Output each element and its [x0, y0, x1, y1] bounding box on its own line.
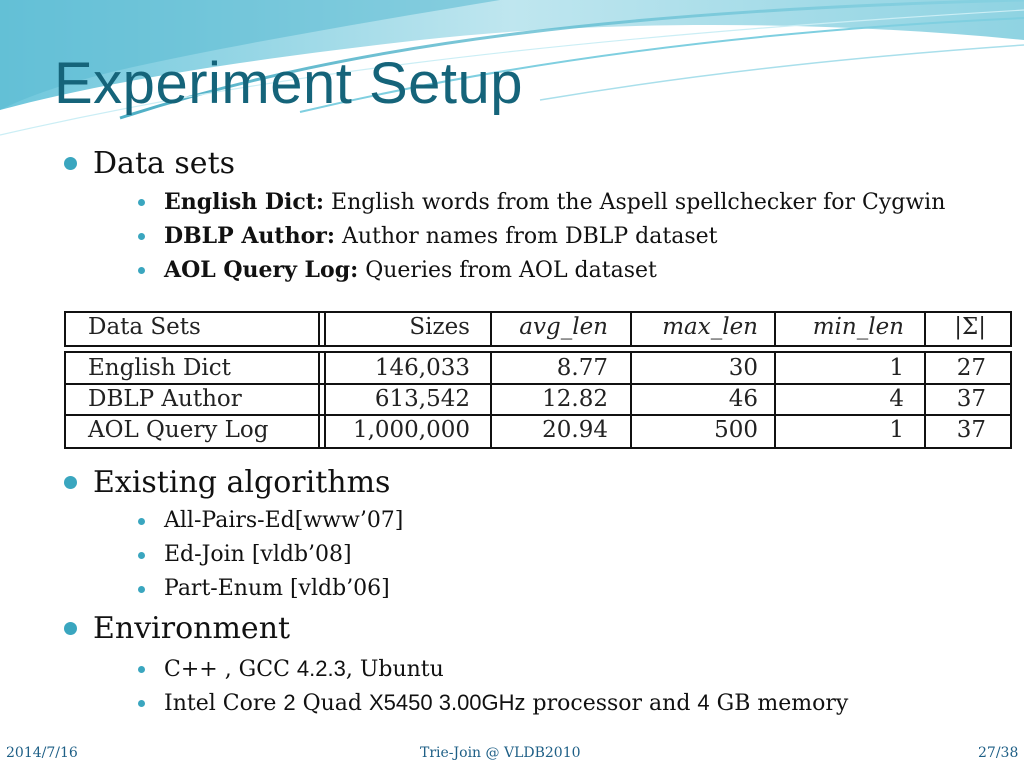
env-text: Quad — [295, 691, 369, 716]
cell-max-len: 46 — [728, 386, 758, 412]
bullet-dot-icon — [138, 199, 145, 206]
bullet-dot-icon — [138, 700, 145, 707]
col-header-sizes: Sizes — [409, 314, 470, 340]
cell-size: 1,000,000 — [352, 417, 470, 443]
cell-min-len: 4 — [889, 386, 904, 412]
env-text: , Ubuntu — [345, 657, 444, 682]
footer-center-text: Trie-Join @ VLDB2010 — [420, 745, 581, 761]
env-text: GB memory — [709, 691, 849, 716]
cell-size: 146,033 — [374, 355, 470, 381]
bullet-heading: Existing algorithms — [93, 465, 391, 500]
env-text: C++ , GCC — [164, 657, 297, 682]
item-text: Queries from AOL dataset — [358, 258, 657, 283]
env-number: 4 — [697, 690, 710, 715]
cell-avg-len: 20.94 — [542, 417, 608, 443]
table-row — [66, 384, 1010, 415]
cell-dataset: English Dict — [88, 355, 231, 381]
dataset-table-body — [64, 351, 1012, 449]
bullet-heading: Environment — [93, 611, 291, 646]
cell-max-len: 30 — [728, 355, 758, 381]
bullet-dot-icon — [138, 518, 145, 525]
cell-avg-len: 8.77 — [556, 355, 608, 381]
bullet-dot-icon — [64, 476, 77, 489]
bullet-dot-icon — [138, 267, 145, 274]
cell-dataset: DBLP Author — [88, 386, 242, 412]
cell-size: 613,542 — [374, 386, 470, 412]
dataset-table-header — [64, 311, 1012, 347]
item-text: Author names from DBLP dataset — [334, 224, 718, 249]
table-row — [66, 353, 1010, 384]
col-header-sigma: |Σ| — [954, 314, 986, 340]
slide-title: Experiment Setup — [54, 51, 524, 116]
bullet-dot-icon — [64, 622, 77, 635]
item-label: English Dict: — [164, 189, 325, 215]
item-text: All-Pairs-Ed[www’07] — [164, 508, 404, 533]
item-text: English words from the Aspell spellchecker for Cygwin — [324, 190, 946, 215]
env-text: processor and — [525, 691, 698, 716]
cell-sigma: 37 — [956, 386, 986, 412]
footer-page-number: 27/38 — [978, 745, 1019, 761]
cell-sigma: 27 — [956, 355, 986, 381]
cell-avg-len: 12.82 — [542, 386, 608, 412]
bullet-heading: Data sets — [93, 146, 236, 181]
col-header-data-sets: Data Sets — [88, 314, 201, 340]
cell-dataset: AOL Query Log — [88, 417, 269, 443]
cell-min-len: 1 — [889, 417, 904, 443]
bullet-dot-icon — [138, 666, 145, 673]
item-text: Ed-Join [vldb’08] — [164, 542, 352, 567]
col-header-min-len: min_len — [812, 314, 904, 340]
bullet-dot-icon — [64, 157, 77, 170]
footer-date: 2014/7/16 — [6, 745, 78, 761]
bullet-dot-icon — [138, 552, 145, 559]
cell-sigma: 37 — [956, 417, 986, 443]
table-row — [66, 415, 1010, 446]
bullet-dot-icon — [138, 233, 145, 240]
item-text: Part-Enum [vldb’06] — [164, 576, 390, 601]
env-number: 2 — [283, 690, 296, 715]
col-header-max-len: max_len — [662, 314, 758, 340]
env-text: Intel Core — [164, 691, 284, 716]
cell-min-len: 1 — [889, 355, 904, 381]
col-header-avg-len: avg_len — [519, 314, 608, 340]
env-version: 4.2.3 — [296, 656, 346, 681]
item-label: DBLP Author: — [164, 223, 335, 249]
env-cpu-model: X5450 3.00GHz — [369, 690, 526, 715]
cell-max-len: 500 — [714, 417, 758, 443]
bullet-dot-icon — [138, 586, 145, 593]
item-label: AOL Query Log: — [164, 257, 359, 283]
